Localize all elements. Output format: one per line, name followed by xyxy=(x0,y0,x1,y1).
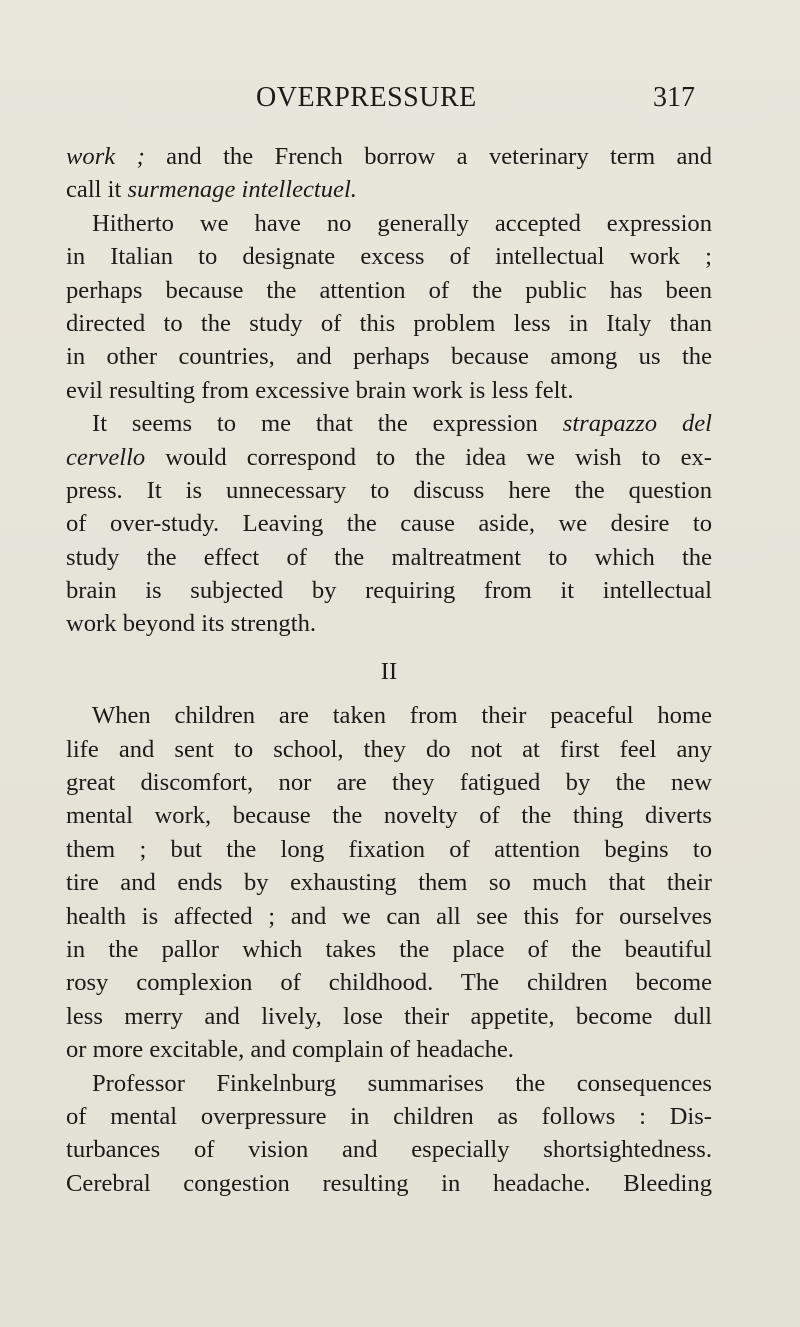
running-head xyxy=(0,82,800,122)
text-line: Cerebral congestion resulting in headache. Bleeding xyxy=(66,1169,712,1197)
text-line: less merry and lively, lose their appetite, become dull xyxy=(66,1002,712,1030)
text-line: directed to the study of this problem less in Italy than xyxy=(66,309,712,337)
text-line: them ; but the long fixation of attention begins to xyxy=(66,835,712,863)
text-line: Hitherto we have no generally accepted expression xyxy=(92,209,712,237)
text-line: call it surmenage intellectuel. xyxy=(66,176,357,204)
text-line: in Italian to designate excess of intellectual work ; xyxy=(66,243,712,271)
text-line: Professor Finkelnburg summarises the consequences xyxy=(92,1069,712,1097)
text-line: When children are taken from their peaceful home xyxy=(92,702,712,730)
text-line: It seems to me that the expression strapazzo del xyxy=(92,410,713,438)
text-line: mental work, because the novelty of the thing diverts xyxy=(66,802,712,830)
text-line: life and sent to school, they do not at first feel any xyxy=(66,735,712,763)
text-line: of mental overpressure in children as follows : Dis- xyxy=(66,1102,712,1130)
text-line: turbances of vision and especially shortsightedness. xyxy=(66,1136,712,1164)
text-line: work beyond its strength. xyxy=(66,610,317,638)
body-text xyxy=(66,140,712,1200)
text-line: health is affected ; and we can all see this for ourselves xyxy=(66,902,712,930)
text-line: perhaps because the attention of the public has been xyxy=(66,276,712,304)
running-head-title: OVERPRESSURE xyxy=(256,82,477,113)
text-line: evil resulting from excessive brain work is less felt. xyxy=(66,376,574,404)
text-line: cervello would correspond to the idea we wish to ex- xyxy=(66,443,712,471)
text-line: great discomfort, nor are they fatigued by the new xyxy=(66,769,712,797)
section-heading: II xyxy=(380,657,398,685)
text-line: in other countries, and perhaps because among us the xyxy=(66,343,712,371)
text-line: of over-study. Leaving the cause aside, we desire to xyxy=(66,510,712,538)
text-line: press. It is unnecessary to discuss here the question xyxy=(66,476,712,504)
text-line: or more excitable, and complain of headache. xyxy=(66,1036,514,1064)
text-line: tire and ends by exhausting them so much that their xyxy=(66,869,712,897)
page-number: 317 xyxy=(653,82,695,113)
text-line: in the pallor which takes the place of the beautiful xyxy=(66,935,712,963)
text-line: study the effect of the maltreatment to which the xyxy=(66,543,712,571)
text-line: work ; and the French borrow a veterinary term and xyxy=(66,143,712,170)
text-line: brain is subjected by requiring from it intellectual xyxy=(66,577,712,605)
text-line: rosy complexion of childhood. The children become xyxy=(66,969,712,997)
